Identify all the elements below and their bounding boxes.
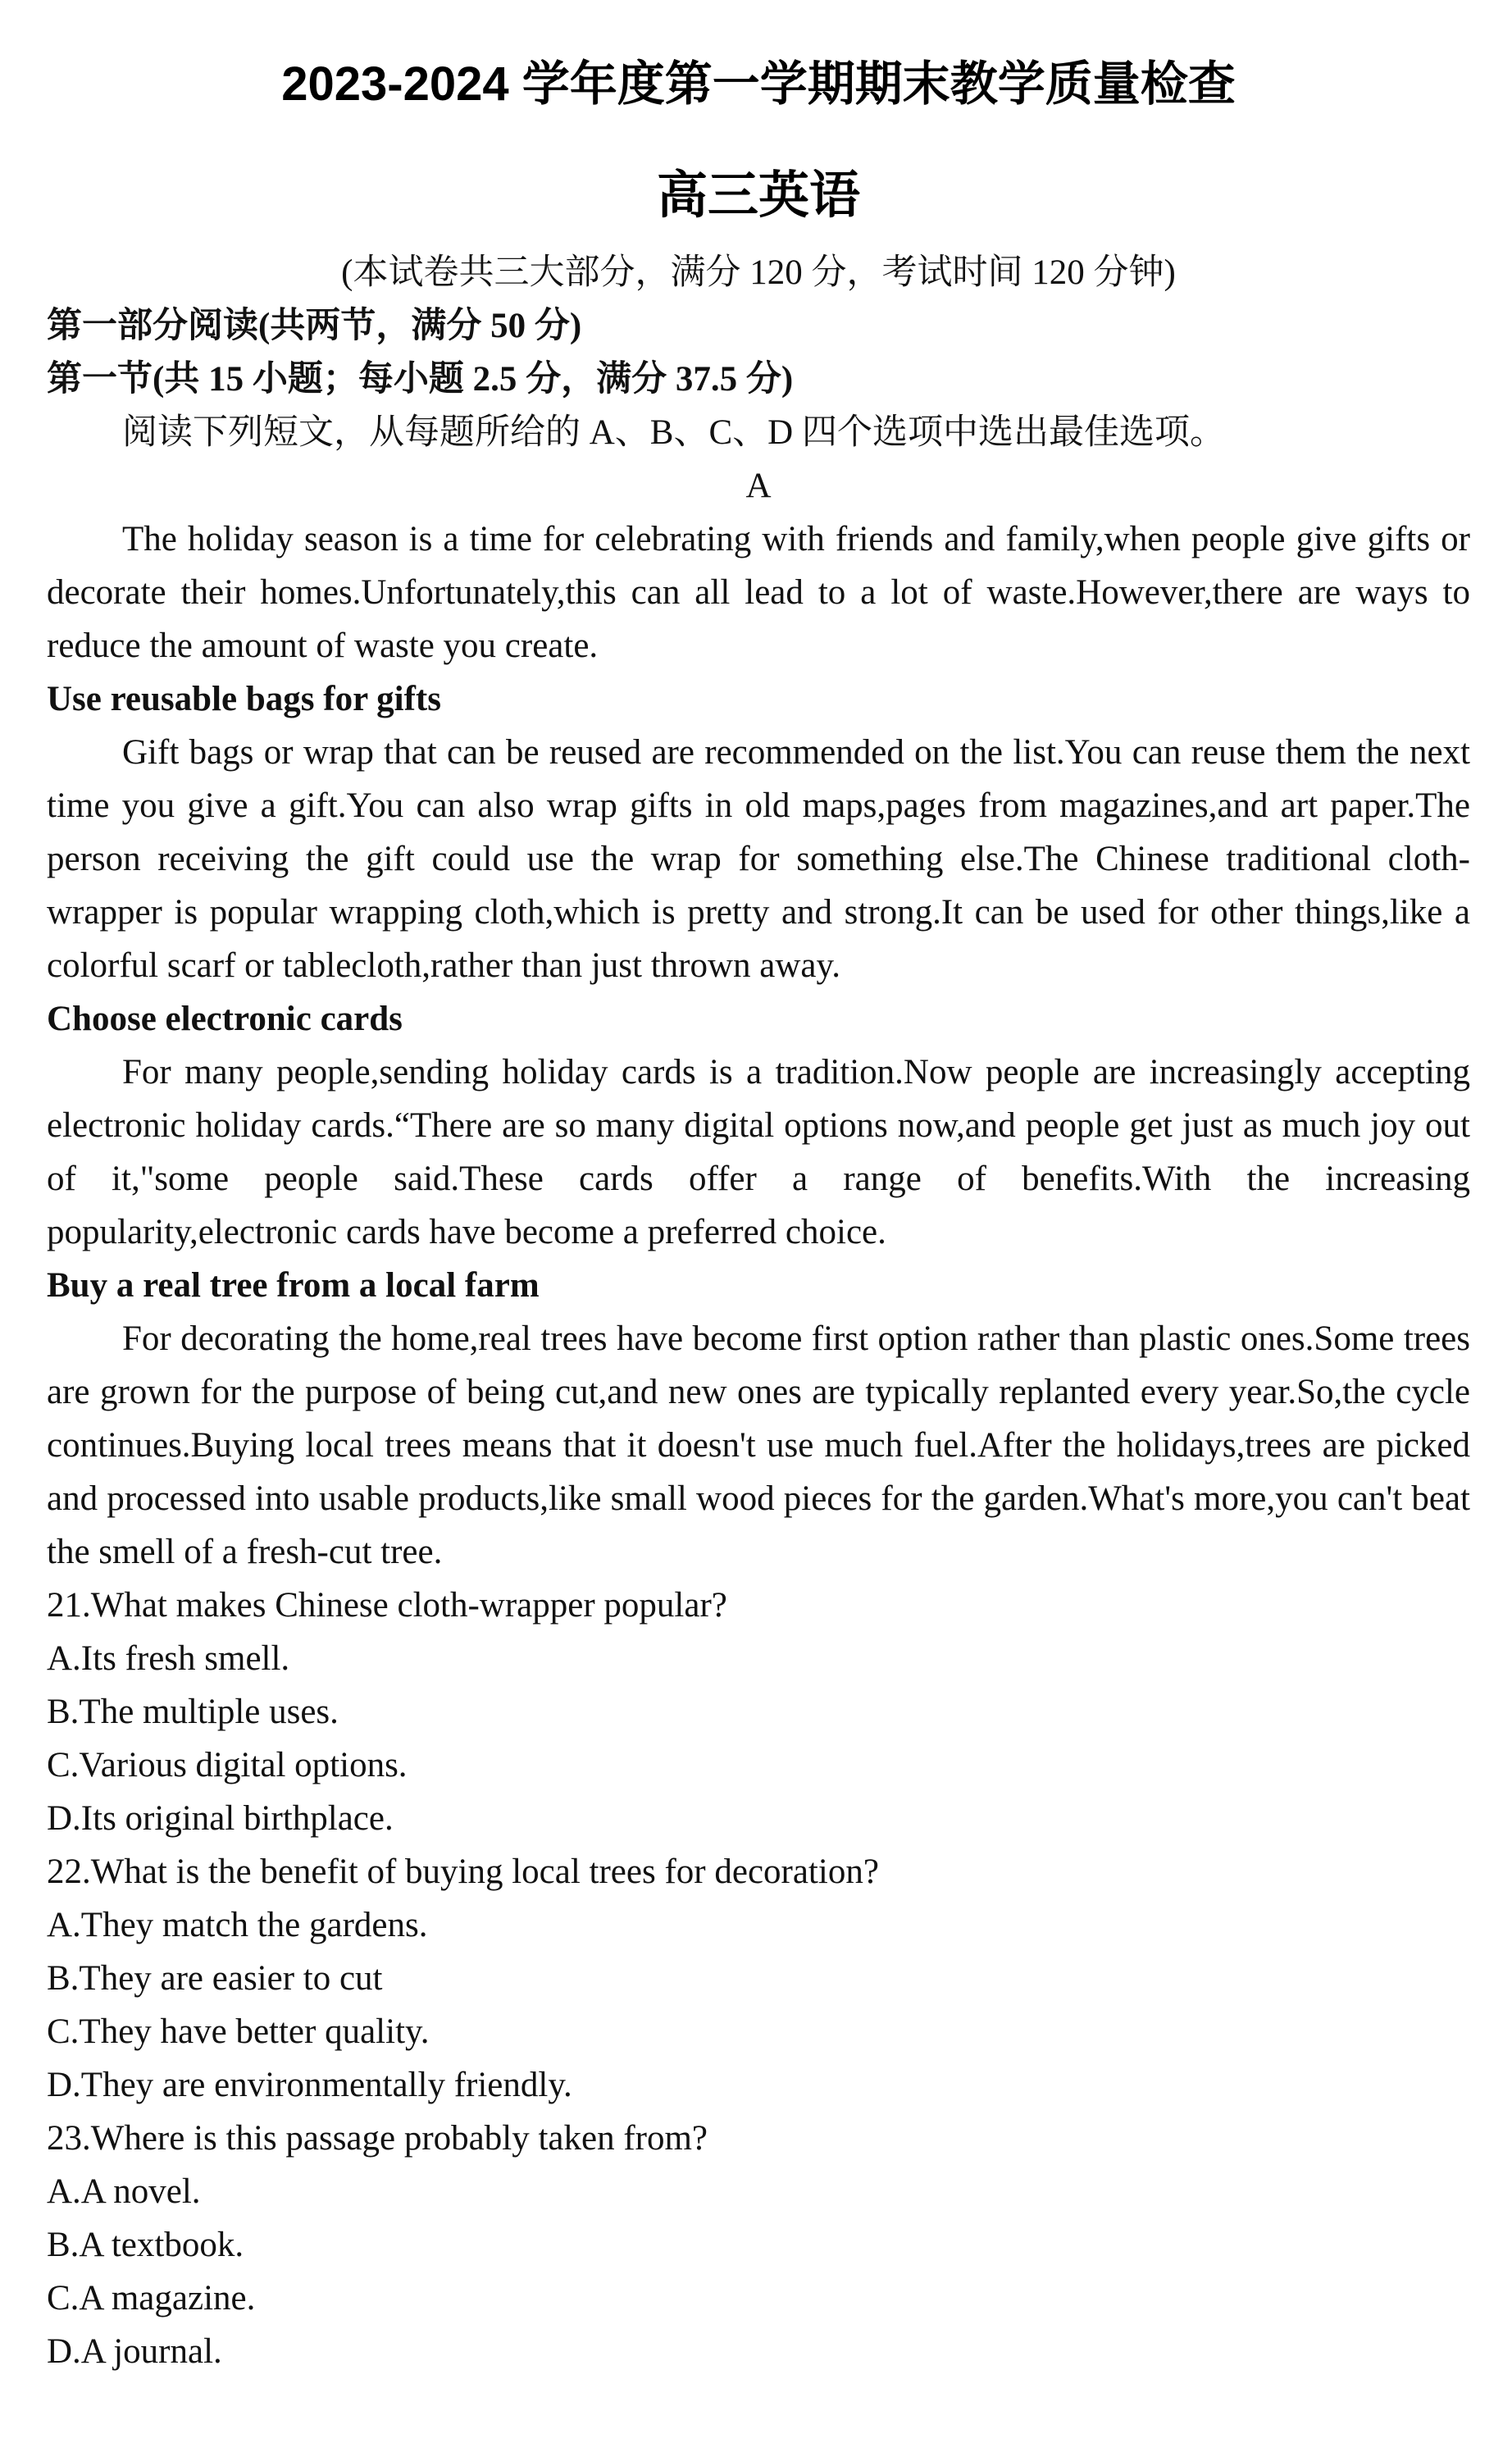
section-body-electronic-cards: For many people,sending holiday cards is a tradition.Now people are increasingly accepting electronic holiday cards.“There are so many digital options now,and people get just as much joy out of it,"some people said.These cards offer a range of benefits.With the increasing popularity,electronic cards have become a preferred choice. <box>47 1053 1470 1251</box>
question-stem: 23.Where is this passage probably taken from? <box>47 2119 708 2158</box>
question-option: A.Its fresh smell. <box>47 1639 290 1678</box>
question-stem: 21.What makes Chinese cloth-wrapper popular? <box>47 1586 727 1625</box>
question-option: A.A novel. <box>47 2172 201 2211</box>
section-body-reusable-bags: Gift bags or wrap that can be reused are recommended on the list.You can reuse them the next time you give a gift.You can also wrap gifts in old maps,pages from magazines,and art paper.The person receiving the gift could use the wrap for something else.The Chinese traditional cloth-wrapper is popular wrapping cloth,which is pretty and strong.It can be used for other things,like a colorful scarf or tablecloth,rather than just thrown away. <box>47 733 1470 985</box>
section-heading-real-tree: Buy a real tree from a local farm <box>47 1266 540 1305</box>
question-option: D.Its original birthplace. <box>47 1799 394 1838</box>
question-option: A.They match the gardens. <box>47 1906 428 1944</box>
question-option: B.The multiple uses. <box>47 1693 339 1731</box>
section-heading-electronic-cards: Choose electronic cards <box>47 1000 403 1038</box>
passage-label: A <box>745 467 772 505</box>
question-option: C.A magazine. <box>47 2279 256 2318</box>
question-option: C.Various digital options. <box>47 1746 408 1784</box>
section-body-real-tree: For decorating the home,real trees have become first option rather than plastic ones.Some trees are grown for the purpose of being cut,and new ones are typically replanted every year.So,the cycle continues.Buying local trees means that it doesn't use much fuel.After the holidays,trees are picked and processed into usable products,like small wood pieces for the garden.What's more,you can't beat the smell of a fresh-cut tree. <box>47 1319 1470 1571</box>
question-option: D.A journal. <box>47 2332 222 2371</box>
page-subtitle: 高三英语 <box>656 167 860 224</box>
question-option: B.A textbook. <box>47 2226 244 2264</box>
section-heading-reusable-bags: Use reusable bags for gifts <box>47 680 441 718</box>
question-option: D.They are environmentally friendly. <box>47 2066 572 2104</box>
page-title: 2023-2024 学年度第一学期期末教学质量检查 <box>281 57 1236 111</box>
exam-info: (本试卷共三大部分，满分 120 分，考试时间 120 分钟) <box>341 253 1176 292</box>
question-option: B.They are easier to cut <box>47 1959 383 1998</box>
question-stem: 22.What is the benefit of buying local trees for decoration? <box>47 1853 879 1891</box>
question-option: C.They have better quality. <box>47 2012 430 2051</box>
section-heading: 第一节(共 15 小题；每小题 2.5 分，满分 37.5 分) <box>47 360 794 399</box>
part-heading: 第一部分阅读(共两节，满分 50 分) <box>47 307 582 345</box>
passage-intro: The holiday season is a time for celebrating with friends and family,when people give gifts or decorate their homes.Unfortunately,this can all lead to a lot of waste.However,there are ways to reduce the amount of waste you create. <box>47 520 1470 665</box>
instruction: 阅读下列短文，从每题所给的 A、B、C、D 四个选项中选出最佳选项。 <box>122 413 1225 452</box>
